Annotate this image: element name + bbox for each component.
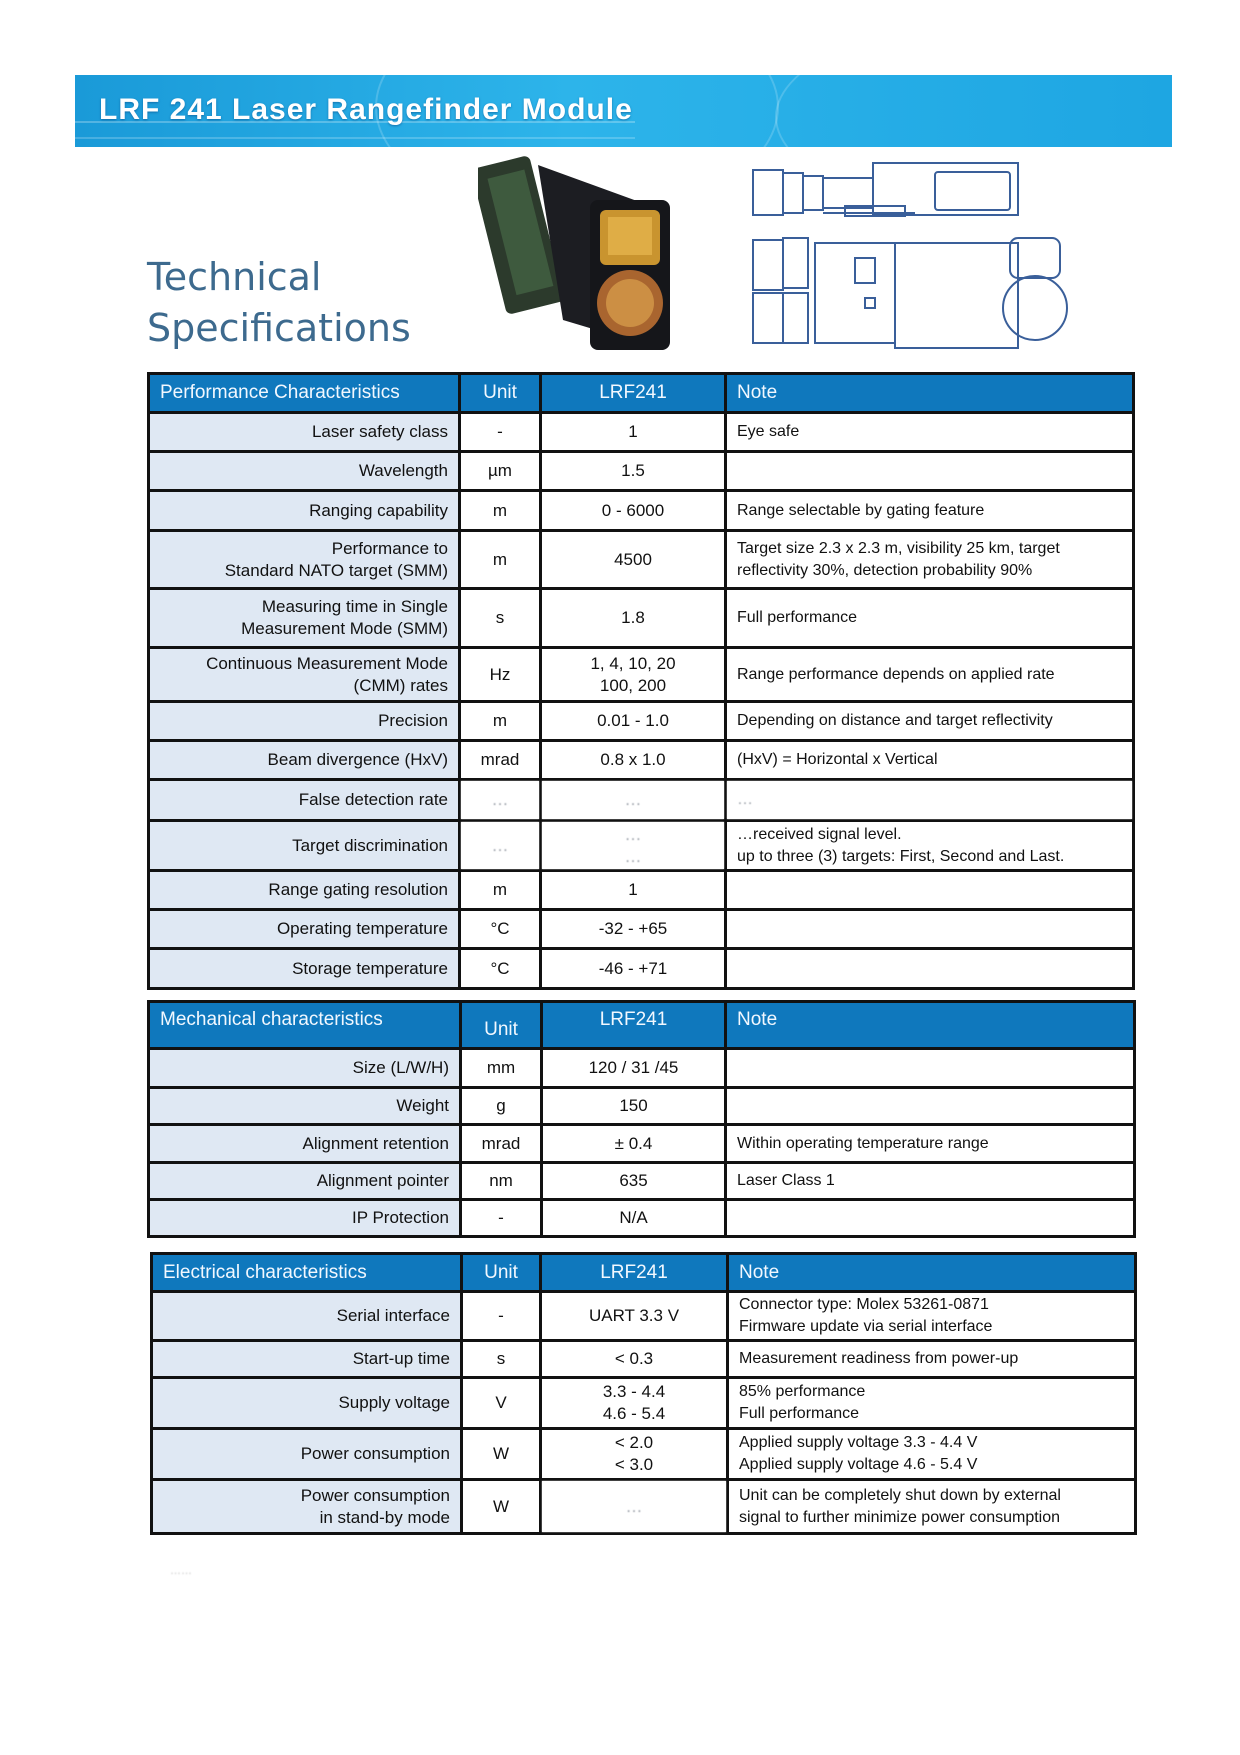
table-header-row	[149, 1002, 1135, 1049]
mechanical-table	[147, 1000, 1136, 1238]
unit-cell: mrad	[461, 1125, 542, 1163]
unit-cell: …	[460, 821, 541, 871]
note-line: Connector type: Molex 53261-0871	[739, 1296, 989, 1313]
unit-cell: s	[460, 589, 541, 648]
value-line: 4.6 - 5.4	[602, 1404, 666, 1423]
table-header-row	[149, 374, 1134, 413]
note-line: reflectivity 30%, detection probability 90%	[737, 561, 1033, 579]
table-row	[149, 589, 1134, 648]
param-cell: Beam divergence (HxV)	[149, 741, 460, 780]
note-line: Firmware update via serial interface	[739, 1318, 993, 1335]
value-line: 1, 4, 10, 20	[590, 653, 676, 673]
value-line: < 2.0	[614, 1433, 654, 1452]
column-header-model: LRF241	[541, 374, 726, 413]
note-cell	[726, 452, 1134, 491]
table-row	[149, 1125, 1135, 1163]
table-row	[149, 821, 1134, 871]
unit-cell: g	[461, 1088, 542, 1125]
param-line: in stand-by mode	[319, 1507, 450, 1527]
table-row	[152, 1341, 1136, 1378]
value-cell: 0.01 - 1.0	[541, 702, 726, 741]
value-cell: 120 / 31 /45	[542, 1049, 726, 1088]
value-cell: …	[541, 1480, 728, 1534]
param-cell: Ranging capability	[149, 491, 460, 531]
unit-cell: m	[460, 871, 541, 910]
unit-cell: -	[462, 1292, 541, 1341]
unit-cell: mrad	[460, 741, 541, 780]
table-row	[149, 1088, 1135, 1125]
column-header-unit: Unit	[460, 374, 541, 413]
table-row	[152, 1292, 1136, 1341]
param-cell: Supply voltage	[152, 1378, 462, 1429]
param-cell: Alignment retention	[149, 1125, 461, 1163]
unit-cell: mm	[461, 1049, 542, 1088]
note-line: signal to further minimize power consumption	[739, 1508, 1061, 1526]
value-cell: ± 0.4	[542, 1125, 726, 1163]
value-cell: 150	[542, 1088, 726, 1125]
note-cell	[726, 1049, 1135, 1088]
param-cell: Start-up time	[152, 1341, 462, 1378]
param-cell: Laser safety class	[149, 413, 460, 452]
table-row	[149, 491, 1134, 531]
param-line: Measurement Mode (SMM)	[241, 619, 448, 638]
note-cell	[726, 1200, 1135, 1237]
param-cell: False detection rate	[149, 780, 460, 821]
table-row	[149, 1200, 1135, 1237]
table-row	[149, 702, 1134, 741]
note-line: Full performance	[739, 1405, 860, 1422]
note-line: 85% performance	[739, 1383, 866, 1400]
unit-cell: -	[461, 1200, 542, 1237]
unit-cell: V	[462, 1378, 541, 1429]
param-cell: Target discrimination	[149, 821, 460, 871]
banner-decoration	[775, 75, 1172, 147]
value-cell: 1.5	[541, 452, 726, 491]
value-cell	[541, 821, 726, 871]
param-line: Power consumption	[300, 1485, 450, 1505]
column-header-note: Note	[728, 1254, 1136, 1292]
table-row	[149, 648, 1134, 702]
value-line: 100, 200	[599, 675, 667, 695]
param-cell	[149, 531, 460, 589]
page-title-line1: Technical	[147, 255, 322, 299]
column-header-unit: Unit	[462, 1254, 541, 1292]
unit-cell: -	[460, 413, 541, 452]
value-line: < 3.0	[614, 1455, 654, 1474]
value-cell: 635	[542, 1163, 726, 1200]
value-cell: 1	[541, 871, 726, 910]
table-row	[149, 741, 1134, 780]
note-cell	[728, 1480, 1136, 1534]
table-header-row	[152, 1254, 1136, 1292]
unit-cell: s	[462, 1341, 541, 1378]
value-line: 3.3 - 4.4	[602, 1382, 666, 1401]
note-line: Applied supply voltage 4.6 - 5.4 V	[739, 1456, 978, 1473]
unit-cell: m	[460, 491, 541, 531]
note-line: up to three (3) targets: First, Second and Last.	[737, 847, 1065, 865]
value-cell: 0 - 6000	[541, 491, 726, 531]
note-cell	[726, 871, 1134, 910]
param-cell: Wavelength	[149, 452, 460, 491]
page-title	[147, 252, 411, 354]
unit-cell: m	[460, 702, 541, 741]
unit-cell: Hz	[460, 648, 541, 702]
table-row	[152, 1378, 1136, 1429]
note-line: Applied supply voltage 3.3 - 4.4 V	[739, 1434, 978, 1451]
note-cell	[728, 1292, 1136, 1341]
table-row	[152, 1429, 1136, 1480]
value-cell: < 0.3	[541, 1341, 728, 1378]
product-photo	[478, 155, 698, 355]
banner-title: LRF 241 Laser Rangefinder Module	[99, 93, 633, 126]
param-cell	[149, 589, 460, 648]
param-line: Standard NATO target (SMM)	[224, 560, 448, 580]
note-line: Target size 2.3 x 2.3 m, visibility 25 km, target	[737, 539, 1060, 557]
column-header-model: LRF241	[542, 1002, 726, 1049]
note-cell: Range performance depends on applied rate	[726, 648, 1134, 702]
note-cell	[726, 531, 1134, 589]
value-cell	[541, 1429, 728, 1480]
param-cell: Serial interface	[152, 1292, 462, 1341]
param-cell: Alignment pointer	[149, 1163, 461, 1200]
performance-table	[147, 372, 1135, 990]
table-row	[149, 871, 1134, 910]
table-row	[149, 452, 1134, 491]
note-cell: Measurement readiness from power-up	[728, 1341, 1136, 1378]
unit-cell: °C	[460, 949, 541, 989]
table-row	[149, 1049, 1135, 1088]
unit-cell: °C	[460, 910, 541, 949]
param-cell: IP Protection	[149, 1200, 461, 1237]
column-header-note: Note	[726, 374, 1134, 413]
param-cell: Storage temperature	[149, 949, 460, 989]
value-cell: 4500	[541, 531, 726, 589]
param-cell: Power consumption	[152, 1429, 462, 1480]
note-cell	[728, 1429, 1136, 1480]
note-cell: (HxV) = Horizontal x Vertical	[726, 741, 1134, 780]
unit-cell: m	[460, 531, 541, 589]
unit-cell: …	[460, 780, 541, 821]
header-banner	[75, 75, 1172, 147]
unit-cell: µm	[460, 452, 541, 491]
table-row	[152, 1480, 1136, 1534]
param-cell: Precision	[149, 702, 460, 741]
param-cell	[152, 1480, 462, 1534]
footer-text: ……	[170, 1565, 192, 1577]
note-cell	[726, 949, 1134, 989]
table-row	[149, 949, 1134, 989]
column-header-unit: Unit	[461, 1002, 542, 1049]
param-cell	[149, 648, 460, 702]
table-row	[149, 531, 1134, 589]
table-row	[149, 910, 1134, 949]
param-line: Measuring time in Single	[261, 597, 448, 616]
value-cell: N/A	[542, 1200, 726, 1237]
page-title-line2: Specifications	[147, 306, 411, 350]
note-line: Unit can be completely shut down by external	[739, 1486, 1061, 1504]
unit-cell: nm	[461, 1163, 542, 1200]
note-cell: Within operating temperature range	[726, 1125, 1135, 1163]
note-cell	[726, 910, 1134, 949]
param-line: Performance to	[331, 538, 448, 558]
param-cell: Operating temperature	[149, 910, 460, 949]
value-cell	[541, 648, 726, 702]
param-cell: Size (L/W/H)	[149, 1049, 461, 1088]
table-row	[149, 1163, 1135, 1200]
column-header-parameter: Performance Characteristics	[149, 374, 460, 413]
note-cell: Range selectable by gating feature	[726, 491, 1134, 531]
param-line: Continuous Measurement Mode	[206, 653, 448, 673]
note-cell	[726, 1088, 1135, 1125]
param-cell: Weight	[149, 1088, 461, 1125]
table-row	[149, 413, 1134, 452]
note-cell	[726, 821, 1134, 871]
value-cell: 1.8	[541, 589, 726, 648]
column-header-parameter: Electrical characteristics	[152, 1254, 462, 1292]
note-cell: Full performance	[726, 589, 1134, 648]
param-line: (CMM) rates	[353, 675, 448, 695]
value-cell: 0.8 x 1.0	[541, 741, 726, 780]
unit-cell: W	[462, 1429, 541, 1480]
value-cell: -46 - +71	[541, 949, 726, 989]
table-row	[149, 780, 1134, 821]
value-cell: -32 - +65	[541, 910, 726, 949]
note-line: …received signal level.	[737, 825, 902, 843]
column-header-model: LRF241	[541, 1254, 728, 1292]
note-cell: …	[726, 780, 1134, 821]
note-cell	[728, 1378, 1136, 1429]
value-cell	[541, 1378, 728, 1429]
param-cell: Range gating resolution	[149, 871, 460, 910]
note-cell: Eye safe	[726, 413, 1134, 452]
unit-cell: W	[462, 1480, 541, 1534]
note-cell: Laser Class 1	[726, 1163, 1135, 1200]
note-cell: Depending on distance and target reflectivity	[726, 702, 1134, 741]
technical-drawings	[745, 158, 1115, 358]
value-line: …	[624, 846, 642, 866]
value-cell: 1	[541, 413, 726, 452]
column-header-note: Note	[726, 1002, 1135, 1049]
value-cell: UART 3.3 V	[541, 1292, 728, 1341]
value-cell: …	[541, 780, 726, 821]
value-line: …	[624, 824, 642, 844]
column-header-parameter: Mechanical characteristics	[149, 1002, 461, 1049]
electrical-table	[150, 1252, 1137, 1535]
